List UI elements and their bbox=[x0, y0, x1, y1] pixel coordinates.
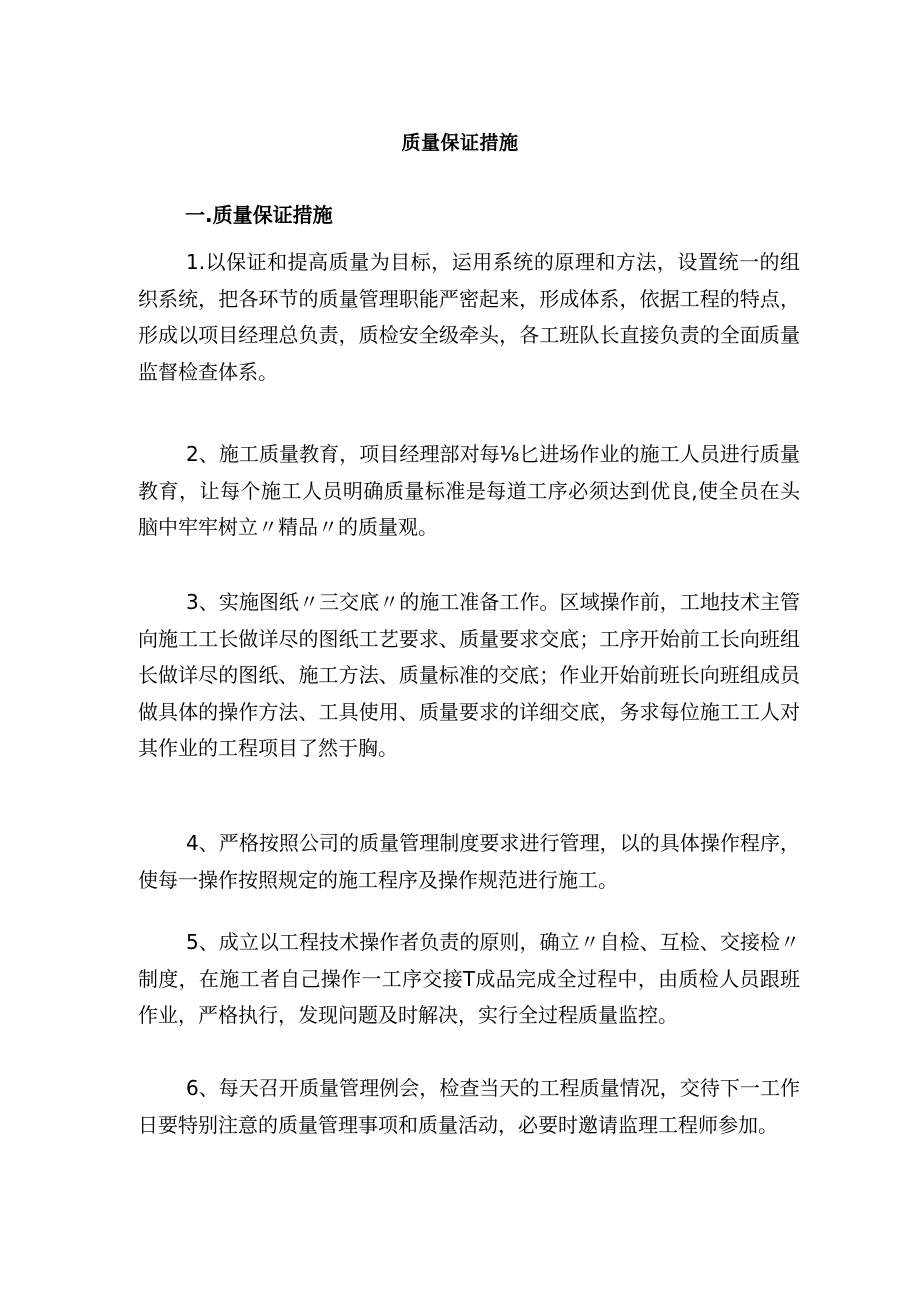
page-title: 质量保证措施 bbox=[401, 132, 519, 154]
paragraph-3: 3、实施图纸〃三交底〃的施工准备工作。区域操作前，工地技术主管向施工工长做详尽的图纸工艺要求、质量要求交底；工序开始前工长向班组长做详尽的图纸、施工方法、质量标准的交底；作业开始前班长向班组成员做具体的操作方法、工具使用、质量要求的详细交底，务求每位施工工人对其作业的工程项目了然于胸。 bbox=[138, 590, 800, 760]
paragraph-5: 5、成立以工程技术操作者负责的原则，确立〃自检、互检、交接检〃制度，在施工者自己操作一工序交接T成品完成全过程中，由质检人员跟班作业，严格执行，发现问题及时解决，实行全过程质量监控。 bbox=[138, 930, 800, 1027]
section-heading: 一.质量保证措施 bbox=[185, 203, 333, 227]
paragraph-1: 1.以保证和提高质量为目标，运用系统的原理和方法，设置统一的组织系统，把各环节的质量管理职能严密起来，形成体系，依据工程的特点，形成以项目经理总负责，质检安全级牵头，各工班队长直接负责的全面质量监督检查体系。 bbox=[138, 250, 800, 384]
paragraph-6: 6、每天召开质量管理例会，检查当天的工程质量情况，交待下一工作日要特别注意的质量管理事项和质量活动，必要时邀请监理工程师参加。 bbox=[138, 1076, 800, 1137]
paragraph-4: 4、严格按照公司的质量管理制度要求进行管理，以的具体操作程序，使每一操作按照规定的施工程序及操作规范进行施工。 bbox=[138, 831, 800, 892]
paragraph-2: 2、施工质量教育，项目经理部对每⅛匕进场作业的施工人员进行质量教育，让每个施工人员明确质量标准是每道工序必须达到优良,使全员在头脑中牢牢树立〃精品〃的质量观。 bbox=[138, 442, 800, 539]
